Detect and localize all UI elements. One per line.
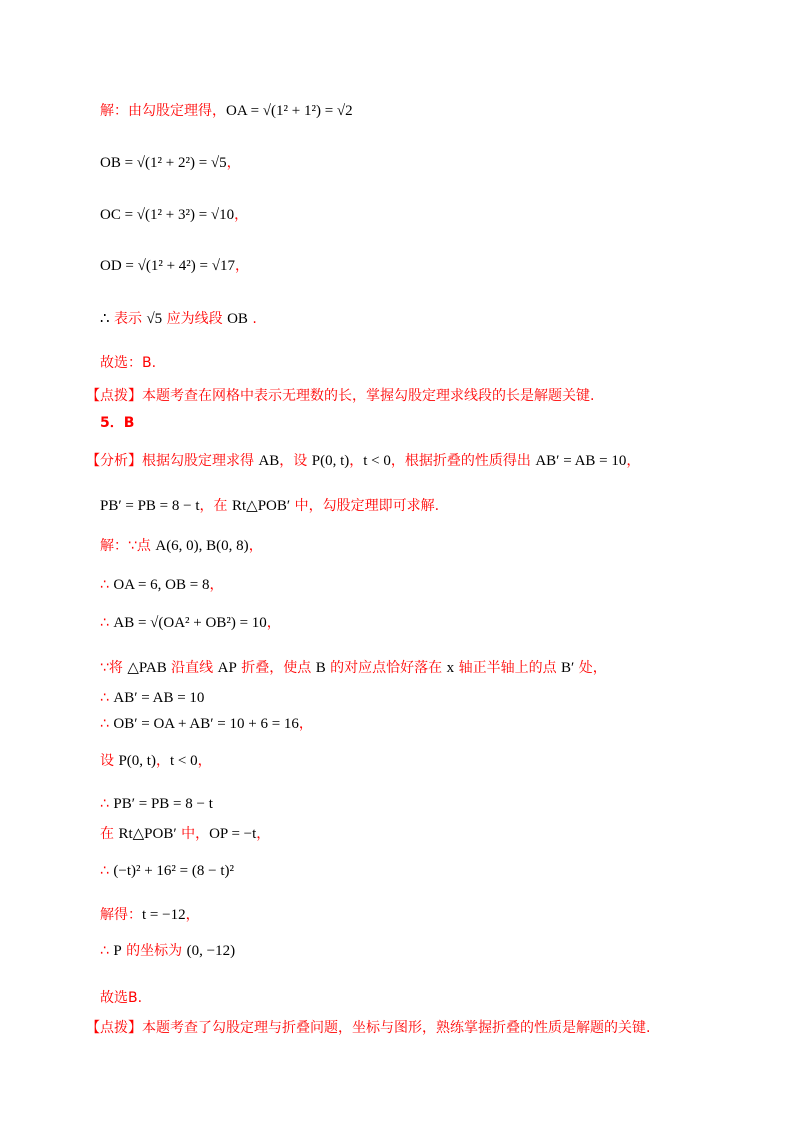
text-segment: ∴ xyxy=(100,690,114,706)
text-segment: 设 xyxy=(100,753,119,769)
solution-step-2 xyxy=(100,574,223,594)
text-segment: 轴正半轴上的点 xyxy=(454,660,562,676)
text-segment: 5．B xyxy=(100,415,135,431)
solution-step-3 xyxy=(100,612,281,632)
solution-line-1 xyxy=(100,100,353,120)
math-expression: OB′ = OA + AB′ = 10 + 6 = 16 xyxy=(113,716,299,732)
math-expression: t < 0 xyxy=(363,453,391,469)
text-segment: 的坐标为 xyxy=(121,943,187,959)
text-segment: 解得： xyxy=(100,907,142,923)
solution-step-9 xyxy=(100,823,270,843)
question-number xyxy=(100,412,134,432)
math-expression: P xyxy=(113,943,122,959)
text-segment: 【点拨】本题考查了勾股定理与折叠问题，坐标与图形，熟练掌握折叠的性质是解题的关键. xyxy=(86,1020,651,1036)
text-segment: 的对应点恰好落在 xyxy=(325,660,447,676)
math-expression: t < 0 xyxy=(169,753,198,769)
text-segment: ， xyxy=(248,538,263,554)
text-segment: ， xyxy=(197,753,212,769)
text-segment: 沿直线 xyxy=(166,660,218,676)
solution-step-7 xyxy=(100,750,212,770)
text-segment: 【分析】根据勾股定理求得 xyxy=(86,453,259,469)
text-segment: ， xyxy=(349,453,364,469)
math-expression: Rt△POB′ xyxy=(118,826,177,842)
solution-step-5 xyxy=(100,687,204,707)
math-expression: √5 xyxy=(146,311,163,327)
solution-step-10 xyxy=(100,860,234,880)
text-segment: ， xyxy=(234,207,249,223)
math-expression: B′ xyxy=(561,660,575,676)
math-expression: ∴ xyxy=(100,311,110,327)
math-expression: (−t)² + 16² = (8 − t)² xyxy=(113,863,235,879)
text-segment: 中， xyxy=(176,826,210,842)
text-segment: ∴ xyxy=(100,796,114,812)
text-segment: 在 xyxy=(100,826,119,842)
text-segment: 应为线段 xyxy=(162,311,228,327)
math-expression: OP = −t xyxy=(209,826,257,842)
math-expression: PB′ = PB = 8 − t xyxy=(100,498,200,514)
text-segment: ，在 xyxy=(199,498,232,514)
final-answer-line xyxy=(100,987,142,1007)
solution-step-4 xyxy=(100,657,607,677)
math-expression: x xyxy=(446,660,455,676)
text-segment: ∴ xyxy=(100,577,114,593)
text-segment: ∴ xyxy=(100,863,114,879)
text-segment: ， xyxy=(155,753,170,769)
math-expression: B xyxy=(315,660,326,676)
answer-line xyxy=(100,352,156,372)
text-segment: ， xyxy=(226,155,241,171)
math-expression: OB = √(1² + 2²) = √5 xyxy=(100,155,227,171)
analysis-line-1 xyxy=(86,450,640,470)
text-segment: ， xyxy=(256,826,271,842)
text-segment: ， xyxy=(235,258,249,274)
solution-line-3 xyxy=(100,204,248,224)
text-segment: ，设 xyxy=(279,453,312,469)
math-expression: AB′ = AB = 10 xyxy=(535,453,627,469)
math-expression: OB xyxy=(227,311,248,327)
text-segment: 解：∵点 xyxy=(100,538,156,554)
text-segment: 折叠，使点 xyxy=(236,660,316,676)
math-expression: △PAB xyxy=(127,660,167,676)
solution-step-12 xyxy=(100,940,235,960)
solution-step-1 xyxy=(100,535,263,555)
math-expression: Rt△POB′ xyxy=(231,498,291,514)
solution-line-2 xyxy=(100,152,241,172)
math-expression: A(6, 0), B(0, 8) xyxy=(155,538,249,554)
text-segment: ∵将 xyxy=(100,660,128,676)
math-expression: P(0, t) xyxy=(118,753,156,769)
text-segment: ， xyxy=(266,615,281,631)
text-segment: ，根据折叠的性质得出 xyxy=(390,453,536,469)
conclusion-line xyxy=(100,308,257,328)
text-segment: 故选：B. xyxy=(100,355,157,371)
math-expression: AB′ = AB = 10 xyxy=(113,690,205,706)
text-segment: ， xyxy=(185,907,200,923)
text-segment: 表示 xyxy=(109,311,147,327)
math-expression: PB′ = PB = 8 − t xyxy=(113,796,213,812)
text-segment: ， xyxy=(209,577,224,593)
solution-step-11 xyxy=(100,904,200,924)
text-segment: ， xyxy=(298,716,313,732)
text-segment: 处， xyxy=(574,660,607,676)
text-segment: 解：由勾股定理得， xyxy=(100,103,226,119)
text-segment: ∴ xyxy=(100,716,114,732)
math-expression: AB = √(OA² + OB²) = 10 xyxy=(113,615,267,631)
text-segment: . xyxy=(247,311,257,327)
text-segment: ∴ xyxy=(100,615,114,631)
math-expression: P(0, t) xyxy=(311,453,350,469)
remark-line xyxy=(86,385,594,405)
math-expression: AP xyxy=(217,660,237,676)
math-expression: OA = 6, OB = 8 xyxy=(113,577,210,593)
math-expression: OC = √(1² + 3²) = √10 xyxy=(100,207,235,223)
final-remark-line xyxy=(86,1017,650,1037)
text-segment: 中，勾股定理即可求解. xyxy=(290,498,440,514)
text-segment: 【点拨】本题考查在网格中表示无理数的长，掌握勾股定理求线段的长是解题关键. xyxy=(86,388,595,404)
math-expression: AB xyxy=(258,453,280,469)
text-segment: ， xyxy=(626,453,641,469)
text-segment: 故选B. xyxy=(100,990,143,1006)
solution-line-4 xyxy=(100,255,249,275)
math-expression: t = −12 xyxy=(142,907,186,923)
solution-step-6 xyxy=(100,713,313,733)
math-expression: OD = √(1² + 4²) = √17 xyxy=(100,258,235,274)
solution-step-8 xyxy=(100,793,213,813)
text-segment: ∴ xyxy=(100,943,114,959)
math-expression: (0, −12) xyxy=(186,943,236,959)
math-expression: OA = √(1² + 1²) = √2 xyxy=(226,103,353,119)
analysis-line-2 xyxy=(100,495,439,515)
